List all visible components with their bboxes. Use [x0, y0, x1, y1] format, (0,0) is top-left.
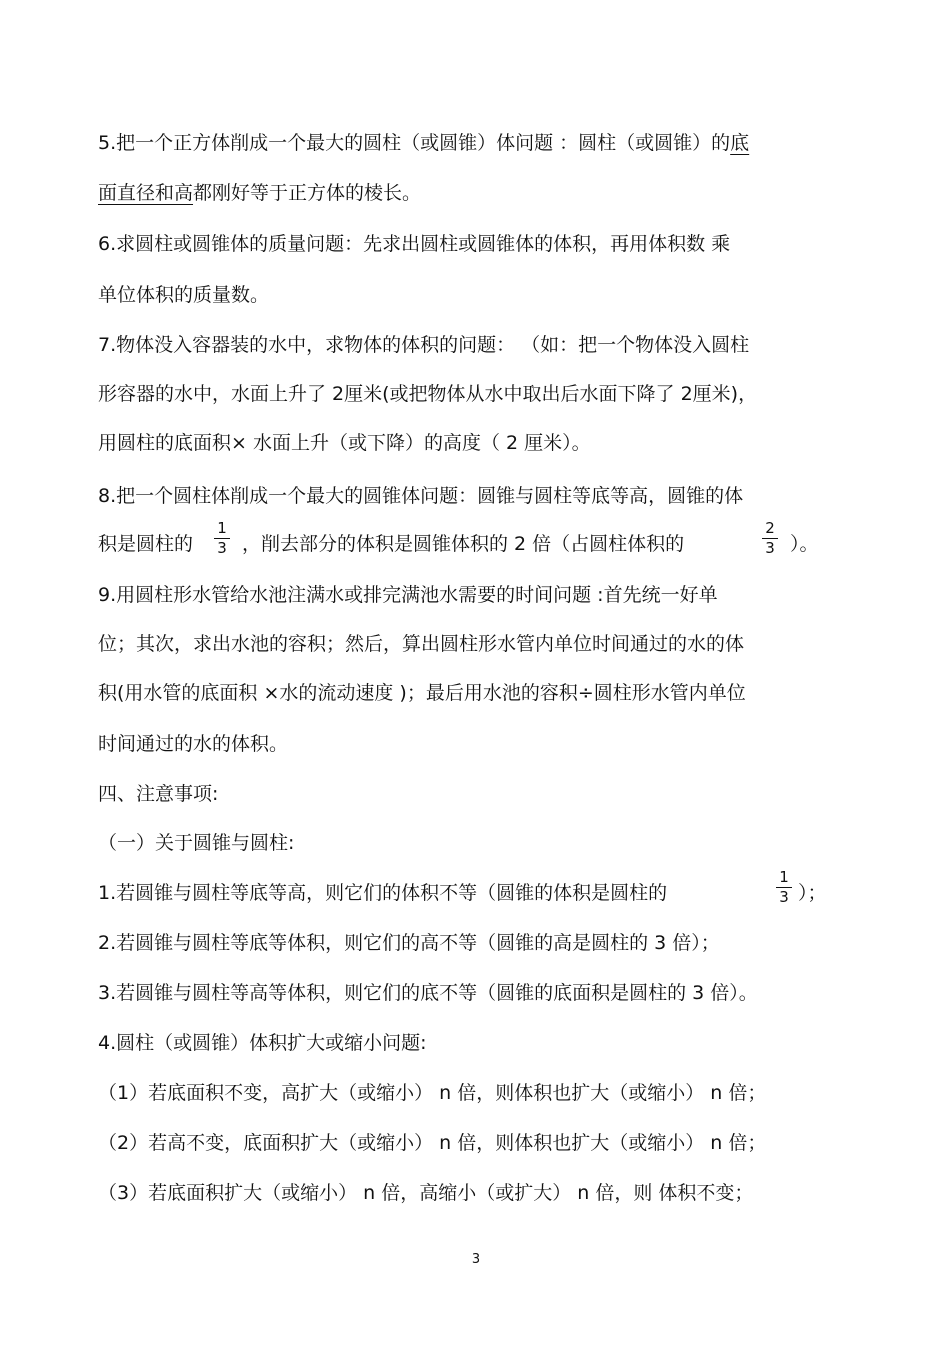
underlined-text: 底	[730, 132, 750, 154]
item-8-line-2-end: ）。	[790, 533, 819, 555]
item-9-line-2: 位；其次，求出水池的容积；然后，算出圆柱形水管内单位时间通过的水的体	[98, 633, 745, 655]
note-3: 3.若圆锥与圆柱等高等体积，则它们的底不等（圆锥的底面积是圆柱的 3 倍）。	[98, 982, 758, 1004]
note-4-case-3: （3）若底面积扩大（或缩小） n 倍，高缩小（或扩大） n 倍，则 体积不变；	[98, 1182, 754, 1204]
item-7-line-2: 形容器的水中，水面上升了 2厘米(或把物体从水中取出后水面下降了 2厘米)，	[98, 383, 758, 405]
item-8-line-2-middle: ，削去部分的体积是圆锥体积的 2 倍（占圆柱体积的	[242, 533, 685, 555]
item-9-line-1: 9.用圆柱形水管给水池注满水或排完满池水需要的时间问题 :首先统一好单	[98, 584, 718, 606]
item-8-line-1: 8.把一个圆柱体削成一个最大的圆锥体问题：圆锥与圆柱等底等高，圆锥的体	[98, 485, 744, 507]
item-7-line-1: 7.物体没入容器装的水中，求物体的体积的问题： （如：把一个物体没入圆柱	[98, 334, 750, 356]
note-1-text: 1.若圆锥与圆柱等底等高，则它们的体积不等（圆锥的体积是圆柱的	[98, 882, 668, 904]
item-5-line-1	[98, 130, 749, 156]
note-4-case-2: （2）若高不变，底面积扩大（或缩小） n 倍，则体积也扩大（或缩小） n 倍；	[98, 1132, 767, 1154]
fraction-one-third	[776, 869, 792, 906]
fraction-numerator: 1	[214, 520, 230, 539]
fraction-numerator: 2	[762, 520, 778, 539]
item-8-line-2-start: 积是圆柱的	[98, 533, 194, 555]
item-9-line-3: 积(用水管的底面积 ×水的流动速度 )；最后用水池的容积÷圆柱形水管内单位	[98, 682, 746, 704]
item-5-line-2	[98, 180, 421, 206]
note-1-end: ）；	[798, 882, 827, 904]
note-4-case-1: （1）若底面积不变，高扩大（或缩小） n 倍，则体积也扩大（或缩小） n 倍；	[98, 1082, 767, 1104]
item-6-line-1: 6.求圆柱或圆锥体的质量问题：先求出圆柱或圆锥体的体积，再用体积数 乘	[98, 233, 731, 255]
fraction-numerator: 1	[776, 869, 792, 888]
fraction-one-third	[214, 520, 230, 557]
item-7-line-3: 用圆柱的底面积× 水面上升（或下降）的高度（ 2 厘米）。	[98, 432, 591, 454]
fraction-denominator: 3	[779, 888, 789, 906]
page-number: 3	[471, 1252, 481, 1267]
subsection-heading: （一）关于圆锥与圆柱:	[98, 832, 295, 854]
note-2: 2.若圆锥与圆柱等底等体积，则它们的高不等（圆锥的高是圆柱的 3 倍）；	[98, 932, 720, 954]
item-9-line-4: 时间通过的水的体积。	[98, 733, 289, 755]
note-4: 4.圆柱（或圆锥）体积扩大或缩小问题:	[98, 1032, 427, 1054]
item-6-line-2: 单位体积的质量数。	[98, 284, 270, 306]
fraction-denominator: 3	[217, 539, 227, 557]
underlined-text: 面直径和高	[98, 182, 194, 204]
fraction-denominator: 3	[765, 539, 775, 557]
item-5-text-end: 都刚好等于正方体的棱长。	[193, 182, 422, 204]
section-heading-notes: 四、注意事项:	[98, 783, 219, 805]
fraction-two-thirds	[762, 520, 778, 557]
item-5-text: 5.把一个正方体削成一个最大的圆柱（或圆锥）体问题 ：圆柱（或圆锥）的	[98, 132, 731, 154]
